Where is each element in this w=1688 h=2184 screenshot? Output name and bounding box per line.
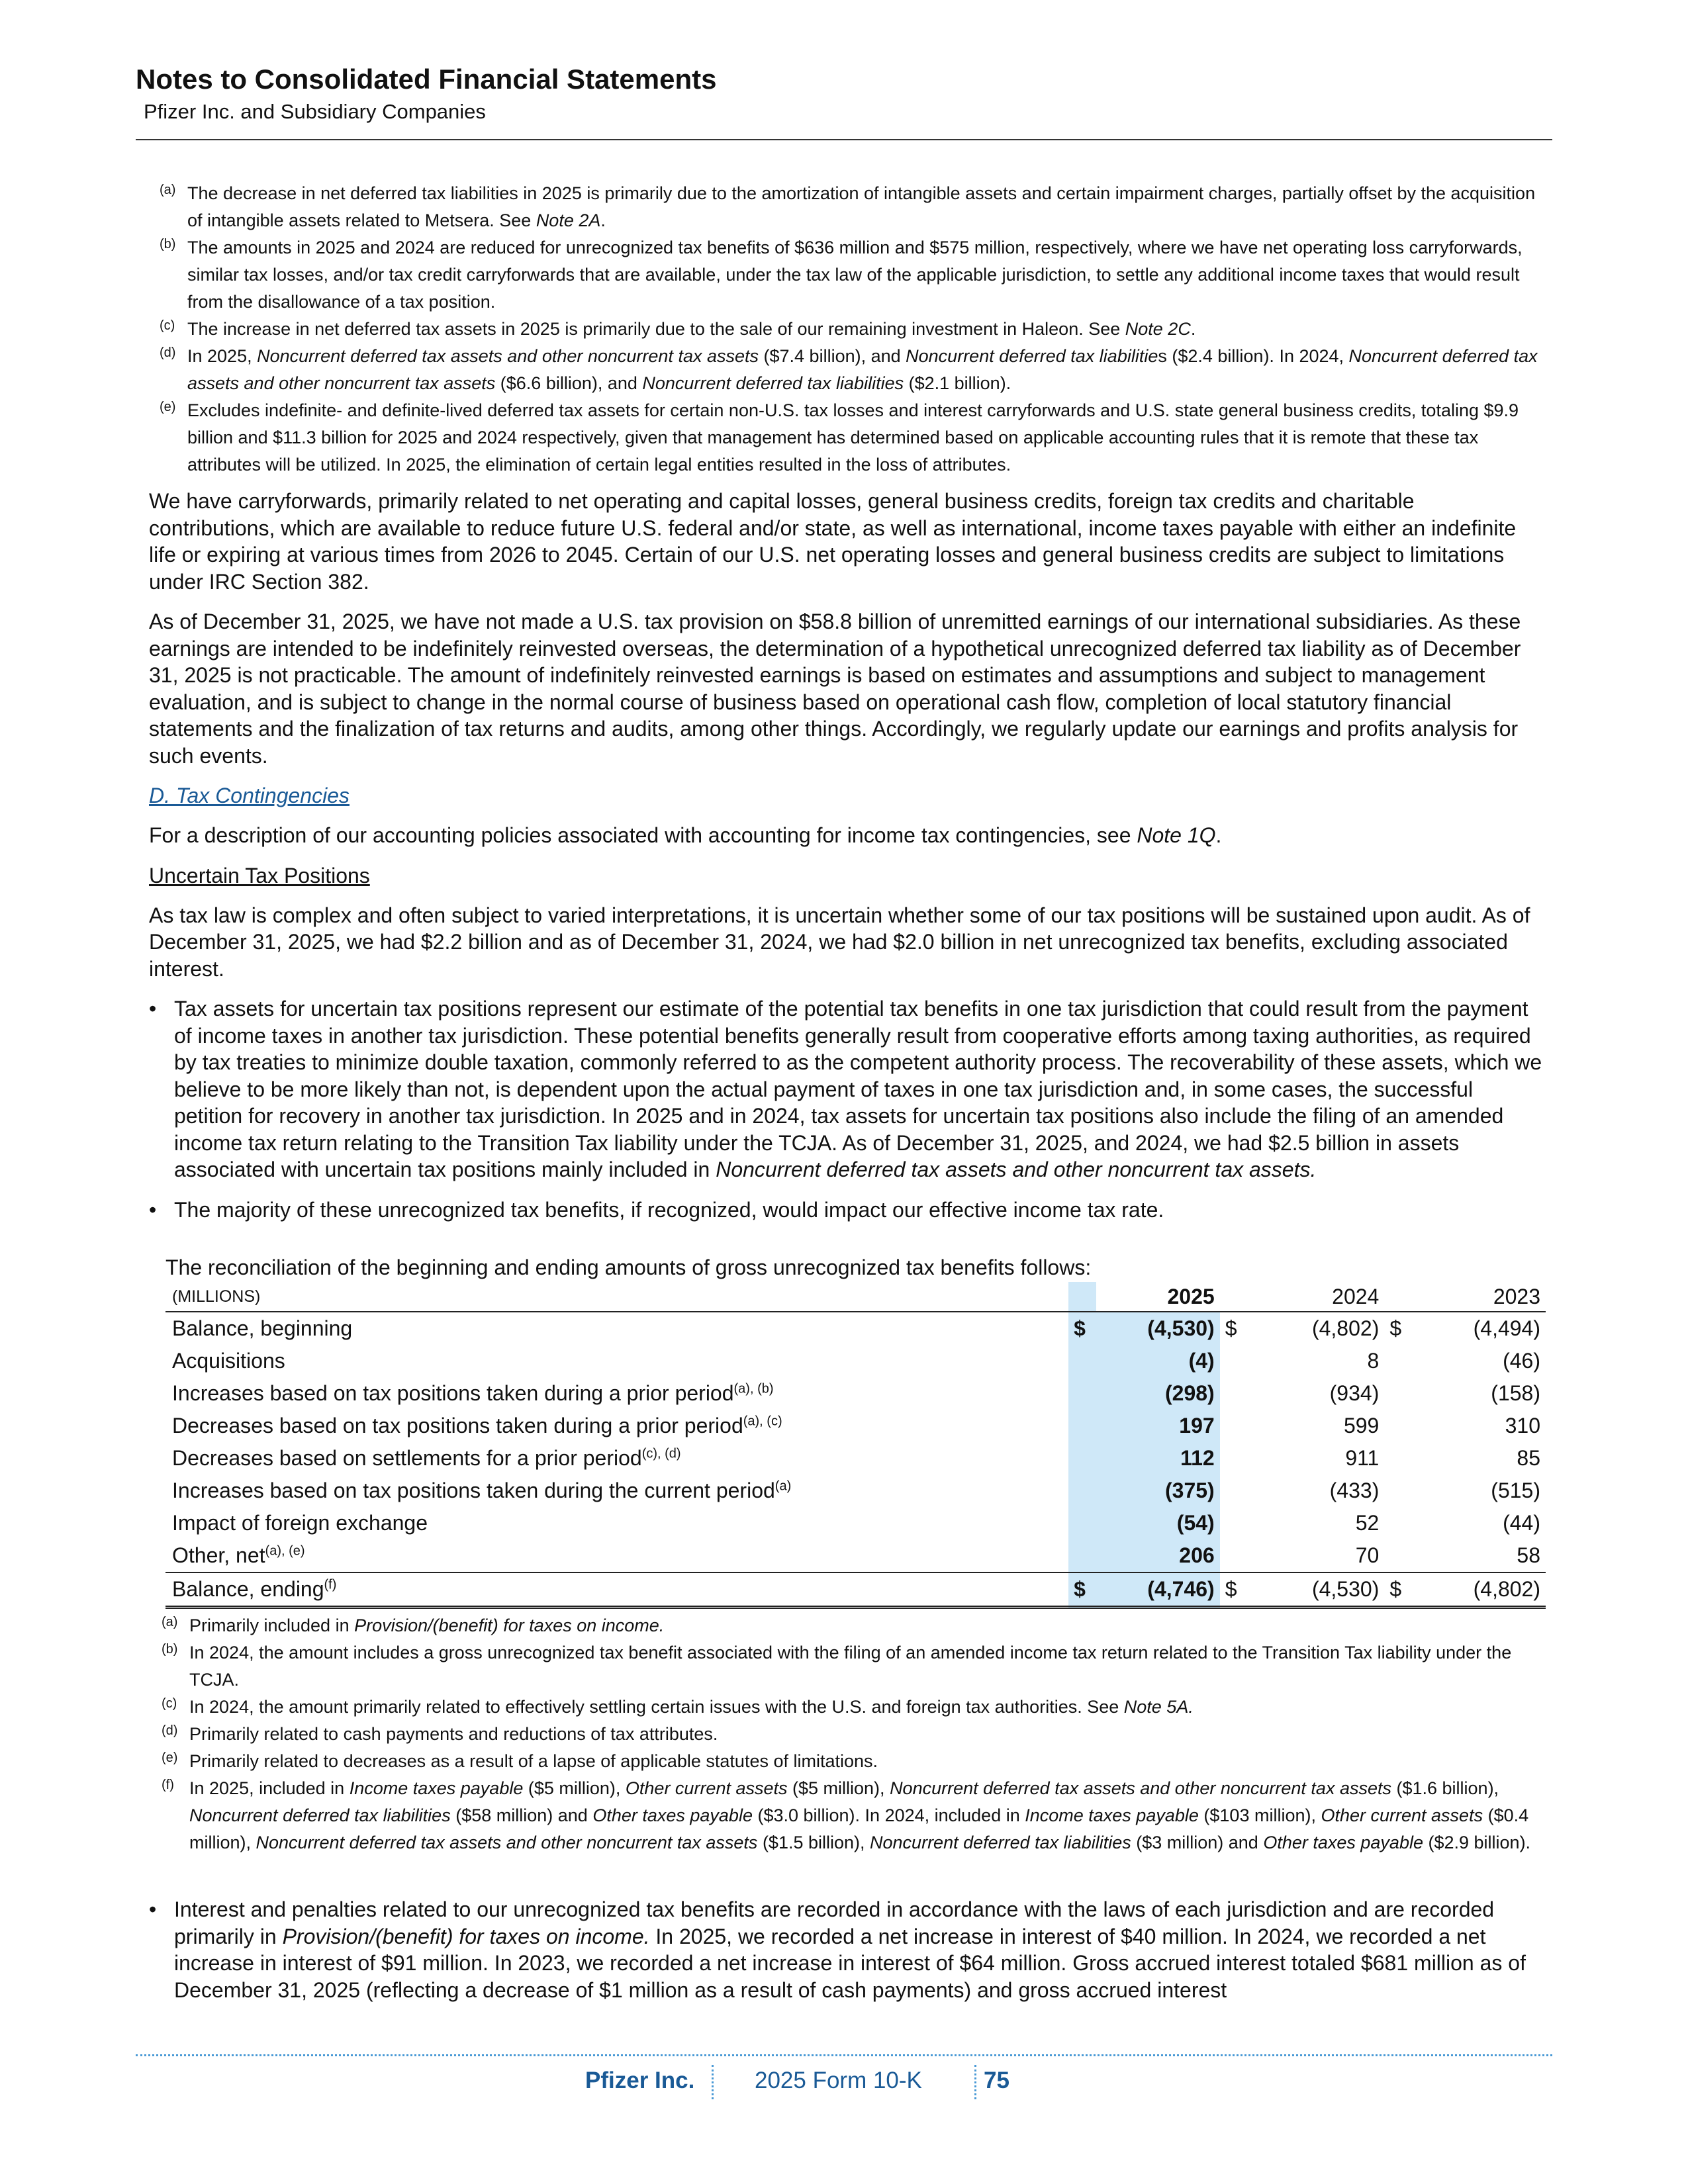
row-label: [165, 1572, 1068, 1608]
unrecognized-tax-benefits-table: [165, 1282, 1546, 1609]
value-cell: 112: [1096, 1442, 1219, 1475]
footnote-text: Primarily related to cash payments and reductions of tax attributes.: [189, 1724, 718, 1744]
footnote-marker: (d): [160, 345, 176, 360]
table-row: [165, 1475, 1546, 1507]
footer-form-name: 2025 Form 10-K: [755, 2068, 922, 2093]
table-row: [165, 1377, 1546, 1410]
row-label-text: Decreases based on tax positions taken during a prior period: [172, 1414, 743, 1437]
currency-symbol: [1220, 1507, 1248, 1539]
currency-symbol: [1220, 1475, 1248, 1507]
value-cell: 911: [1345, 1446, 1380, 1470]
currency-symbol: [1068, 1539, 1096, 1572]
header-divider: [136, 139, 1552, 140]
bullet-dot: •: [149, 1897, 157, 1921]
currency-symbol: [1068, 1410, 1096, 1442]
footnote-marker: (f): [162, 1778, 174, 1792]
currency-symbol: [1220, 1442, 1248, 1475]
interest-penalties-bullet: [149, 1896, 1546, 2003]
interest-penalties-text: Interest and penalties related to our unrecognized tax benefits are recorded in accordance with the laws of each jurisdiction and are recorded primarily in Provision/(benefit) for taxes on income. In 2025, we recorded a net increase in interest of $40 million. In 2024, we recorded a net increase in interest of $91 million. In 2023, we recorded a net increase in interest of $64 million. Gross accrued interest totaled $681 million as of December 31, 2025 (reflecting a decrease of $1 million as a result of cash payments) and gross accrued interest: [174, 1897, 1526, 2002]
currency-symbol: $: [1068, 1312, 1096, 1345]
currency-symbol: [1384, 1442, 1412, 1475]
footnote-text: In 2025, included in Income taxes payable ($5 million), Other current assets ($5 million), Noncurrent deferred tax assets and other noncurrent tax assets ($1.6 billion), Noncurrent deferred tax liabilities ($58 million) and Other taxes payable ($3.0 billion). In 2024, included in Income taxes payable ($103 million), Other current assets ($0.4 million), Noncurrent deferred tax assets and other noncurrent tax assets ($1.5 billion), Noncurrent deferred tax liabilities ($3 million) and Other taxes payable ($2.9 billion).: [189, 1778, 1531, 1852]
value-cell: (4,494): [1473, 1316, 1540, 1340]
table-row: [165, 1410, 1546, 1442]
footer-company: Pfizer Inc.: [585, 2068, 695, 2093]
value-cell: 197: [1096, 1410, 1219, 1442]
value-cell: 58: [1517, 1543, 1540, 1567]
currency-symbol: [1068, 1345, 1096, 1377]
value-cell: (4,802): [1413, 1572, 1546, 1608]
footnote-item: [149, 180, 1546, 234]
footnote-item: [151, 1639, 1548, 1694]
row-footnote-ref: (c), (d): [641, 1446, 681, 1461]
header-spacer: [1384, 1282, 1412, 1312]
currency-symbol: $: [1389, 1316, 1402, 1340]
carryforwards-paragraph: We have carryforwards, primarily related to net operating and capital losses, general business credits, foreign tax credits and charitable contributions, which are available to reduce future U.S. federal and/or state, as well as international, income taxes payable with either an indefinite life or expiring at various times from 2026 to 2045. Certain of our U.S. net operating losses and general business credits are subject to limitations under IRC Section 382.: [149, 489, 1517, 594]
bullet-dot: •: [149, 997, 157, 1021]
deferred-tax-footnotes: [149, 180, 1546, 478]
page-header: [136, 63, 1552, 124]
row-label: [165, 1475, 1068, 1507]
footnote-text: In 2024, the amount primarily related to effectively settling certain issues with the U.S. and foreign tax authorities. See Note 5A.: [189, 1697, 1194, 1717]
policies-paragraph: For a description of our accounting policies associated with accounting for income tax contingencies, see Note 1Q.: [149, 823, 1222, 847]
currency-symbol: [1384, 1507, 1412, 1539]
table-caption: The reconciliation of the beginning and ending amounts of gross unrecognized tax benefits follows:: [165, 1255, 1092, 1279]
row-label-text: Increases based on tax positions taken during the current period: [172, 1479, 775, 1502]
footnote-text: In 2025, Noncurrent deferred tax assets and other noncurrent tax assets ($7.4 billion), and Noncurrent deferred tax liabilities ($2.4 billion). In 2024, Noncurrent deferred tax assets and other noncurrent tax assets ($6.6 billion), and Noncurrent deferred tax liabilities ($2.1 billion).: [187, 346, 1538, 393]
page-subtitle: Pfizer Inc. and Subsidiary Companies: [144, 100, 486, 124]
row-label: [165, 1410, 1068, 1442]
value-cell: 85: [1517, 1446, 1540, 1470]
footnote-item: [151, 1612, 1548, 1639]
footnote-item: [149, 316, 1546, 343]
footnote-marker: (e): [162, 1751, 178, 1765]
value-cell: (515): [1491, 1479, 1540, 1502]
footnote-marker: (d): [162, 1723, 178, 1738]
currency-symbol: [1384, 1345, 1412, 1377]
table-row: [165, 1312, 1546, 1345]
currency-symbol: [1068, 1442, 1096, 1475]
value-cell: 599: [1343, 1414, 1380, 1437]
page-title: Notes to Consolidated Financial Statements: [136, 64, 717, 95]
bullet-item: [149, 1197, 1546, 1224]
value-cell: (4,746): [1096, 1572, 1219, 1608]
currency-symbol: [1068, 1475, 1096, 1507]
footnote-item: [149, 397, 1546, 478]
footnote-text: Primarily included in Provision/(benefit) for taxes on income.: [189, 1615, 665, 1635]
value-cell: (4,530): [1248, 1572, 1384, 1608]
uncertain-tax-positions-heading: Uncertain Tax Positions: [149, 863, 370, 887]
table-row: [165, 1442, 1546, 1475]
value-cell: (4,530): [1096, 1312, 1219, 1345]
footnote-marker: (b): [162, 1642, 178, 1657]
currency-symbol: [1220, 1377, 1248, 1410]
currency-symbol: [1220, 1539, 1248, 1572]
footnote-item: [149, 343, 1546, 397]
value-cell: 70: [1355, 1543, 1380, 1567]
footnote-item: [151, 1721, 1548, 1748]
currency-symbol: [1220, 1345, 1248, 1377]
value-cell: (298): [1096, 1377, 1219, 1410]
table-row: [165, 1507, 1546, 1539]
row-label-text: Impact of foreign exchange: [172, 1511, 428, 1535]
footnote-item: [149, 234, 1546, 316]
value-cell: (158): [1491, 1381, 1540, 1405]
bullet-item: [149, 995, 1546, 1183]
currency-symbol: [1384, 1475, 1412, 1507]
value-cell: (4,802): [1311, 1316, 1380, 1340]
footnote-text: The amounts in 2025 and 2024 are reduced for unrecognized tax benefits of $636 million and $575 million, respectively, where we have net operating loss carryforwards, similar tax losses, and/or tax credit carryforwards that are available, under the tax law of the applicable jurisdiction, to settle any additional income taxes that would result from the disallowance of a tax position.: [187, 238, 1523, 312]
interest-bullet-block: [149, 1896, 1546, 2017]
value-cell: 52: [1355, 1511, 1380, 1535]
value-cell: (433): [1329, 1479, 1380, 1502]
footnote-text: Excludes indefinite- and definite-lived deferred tax assets for certain non-U.S. tax losses and interest carryforwards and U.S. state general business credits, totaling $9.9 billion and $11.3 billion for 2025 and 2024 respectively, given that management has determined based on applicable accounting rules that it is remote that these tax attributes will be utilized. In 2025, the elimination of certain legal entities resulted in the loss of attributes.: [187, 400, 1519, 475]
row-label: [165, 1345, 1068, 1377]
currency-symbol: [1384, 1410, 1412, 1442]
value-cell: (46): [1503, 1349, 1540, 1373]
footnote-item: [151, 1748, 1548, 1775]
footnote-marker: (a): [162, 1615, 178, 1629]
table-row: [165, 1539, 1546, 1572]
row-label-text: Decreases based on settlements for a prior period: [172, 1446, 642, 1470]
row-footnote-ref: (a), (e): [265, 1543, 305, 1559]
header-spacer: [1068, 1282, 1096, 1312]
footer-separator: [974, 2065, 976, 2099]
row-label: [165, 1539, 1068, 1572]
bullet-text: Tax assets for uncertain tax positions represent our estimate of the potential tax benefits in one tax jurisdiction that could result from the payment of income taxes in another tax jurisdiction. These potential benefits generally result from cooperative efforts among taxing authorities, as required by tax treaties to minimize double taxation, commonly referred to as the competent authority process. The recoverability of these assets, which we believe to be more likely than not, is dependent upon the actual payment of taxes in one tax jurisdiction and, in some cases, the successful petition for recovery in another tax jurisdiction. In 2025 and in 2024, tax assets for uncertain tax positions also include the filing of an amended income tax return relating to the Transition Tax liability under the TCJA. As of December 31, 2025, and 2024, we had $2.5 billion in assets associated with uncertain tax positions mainly included in Noncurrent deferred tax assets and other noncurrent tax assets.: [174, 997, 1542, 1181]
year-header: 2024: [1248, 1282, 1384, 1312]
currency-symbol: $: [1068, 1572, 1096, 1608]
row-footnote-ref: (a), (c): [743, 1414, 782, 1429]
header-spacer: [1220, 1282, 1248, 1312]
footer-page-number: 75: [984, 2068, 1009, 2093]
value-cell: (934): [1329, 1381, 1380, 1405]
row-footnote-ref: (f): [324, 1577, 337, 1592]
bullet-text: The majority of these unrecognized tax benefits, if recognized, would impact our effective income tax rate.: [174, 1197, 1164, 1222]
footnote-text: The increase in net deferred tax assets in 2025 is primarily due to the sale of our remaining investment in Haleon. See Note 2C.: [187, 319, 1196, 339]
tax-contingencies-link[interactable]: D. Tax Contingencies: [149, 784, 350, 807]
value-cell: (375): [1096, 1475, 1219, 1507]
bullet-dot: •: [149, 1197, 157, 1222]
footnote-item: [151, 1775, 1548, 1856]
bullet-list: [149, 995, 1546, 1223]
table-row: [165, 1572, 1546, 1608]
main-body: [149, 488, 1546, 1236]
currency-symbol: [1068, 1377, 1096, 1410]
footnote-text: Primarily related to decreases as a result of a lapse of applicable statutes of limitations.: [189, 1751, 878, 1771]
value-cell: 310: [1505, 1414, 1540, 1437]
footnote-text: In 2024, the amount includes a gross unrecognized tax benefit associated with the filing of an amended income tax return related to the Transition Tax liability under the TCJA.: [189, 1643, 1512, 1690]
row-footnote-ref: (a), (b): [733, 1381, 774, 1396]
row-label-text: Balance, beginning: [172, 1316, 353, 1340]
year-header: 2025: [1096, 1282, 1219, 1312]
row-label: [165, 1507, 1068, 1539]
footnote-marker: (e): [160, 400, 176, 414]
currency-symbol: $: [1384, 1572, 1412, 1608]
unit-label: (MILLIONS): [165, 1282, 1068, 1312]
currency-symbol: [1384, 1539, 1412, 1572]
currency-symbol: $: [1225, 1316, 1237, 1340]
value-cell: (44): [1503, 1511, 1540, 1535]
value-cell: (54): [1096, 1507, 1219, 1539]
footnote-text: The decrease in net deferred tax liabilities in 2025 is primarily due to the amortization of intangible assets and certain impairment charges, partially offset by the acquisition of intangible assets related to Metsera. See Note 2A.: [187, 183, 1536, 230]
value-cell: (4): [1096, 1345, 1219, 1377]
row-label-text: Balance, ending: [172, 1577, 324, 1601]
footnote-item: [151, 1694, 1548, 1721]
row-footnote-ref: (a): [774, 1479, 792, 1494]
table-row: [165, 1345, 1546, 1377]
table-header-row: [165, 1282, 1546, 1312]
currency-symbol: [1068, 1507, 1096, 1539]
year-header: 2023: [1413, 1282, 1546, 1312]
footnote-marker: (a): [160, 183, 176, 197]
value-cell: 206: [1096, 1539, 1219, 1572]
currency-symbol: [1220, 1410, 1248, 1442]
currency-symbol: $: [1220, 1572, 1248, 1608]
row-label-text: Acquisitions: [172, 1349, 285, 1373]
footnote-marker: (c): [160, 318, 175, 333]
row-label: [165, 1442, 1068, 1475]
row-label: [165, 1312, 1068, 1345]
footer-divider: [136, 2054, 1552, 2056]
unremitted-earnings-paragraph: As of December 31, 2025, we have not made a U.S. tax provision on $58.8 billion of unremitted earnings of our international subsidiaries. As these earnings are intended to be indefinitely reinvested overseas, the determination of a hypothetical unrecognized deferred tax liability as of December 31, 2025 is not practicable. The amount of indefinitely reinvested earnings is based on estimates and assumptions and subject to management evaluation, and is subject to change in the normal course of business based on operational cash flow, completion of local statutory financial statements and the finalization of tax returns and audits, among other things. Accordingly, we regularly update our earnings and profits analysis for such events.: [149, 610, 1521, 768]
footnote-marker: (b): [160, 237, 176, 251]
row-label-text: Other, net: [172, 1543, 265, 1567]
table-footnotes: [151, 1612, 1548, 1856]
complex-tax-law-paragraph: As tax law is complex and often subject to varied interpretations, it is uncertain whether some of our tax positions will be sustained upon audit. As of December 31, 2025, we had $2.2 billion and as of December 31, 2024, we had $2.0 billion in net unrecognized tax benefits, excluding associated interest.: [149, 903, 1530, 981]
row-label: [165, 1377, 1068, 1410]
row-label-text: Increases based on tax positions taken during a prior period: [172, 1381, 734, 1405]
currency-symbol: [1384, 1377, 1412, 1410]
footnote-marker: (c): [162, 1696, 177, 1711]
value-cell: 8: [1367, 1349, 1380, 1373]
footer-separator: [712, 2065, 714, 2099]
reconciliation-section: [165, 1254, 1549, 1609]
